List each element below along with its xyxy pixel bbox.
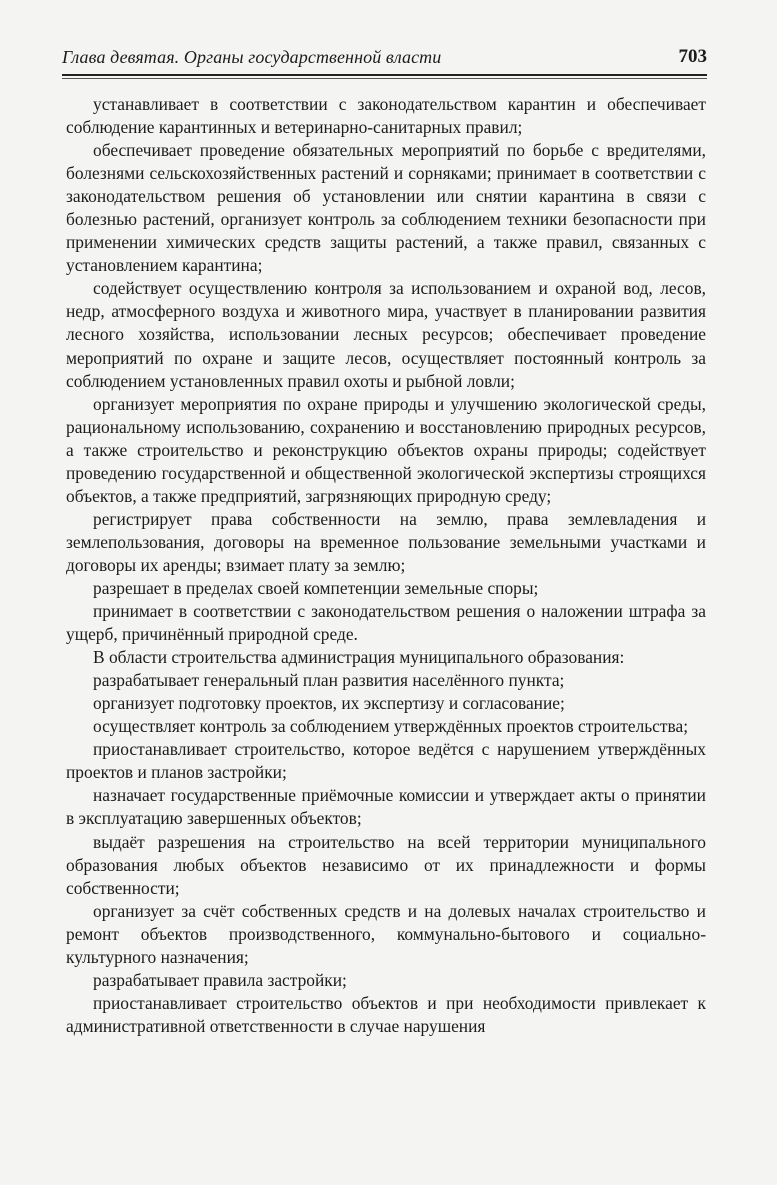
section-intro: В области строительства администрация муниципального образования: <box>93 647 625 668</box>
paragraph: принимает в соответствии с законодательством решения о наложении штрафа за ущерб, причинённый природной среде. <box>66 601 706 645</box>
paragraph: приостанавливает строительство, которое ведётся с нарушением утверждённых проектов и планов застройки; <box>66 739 706 783</box>
paragraph: осуществляет контроль за соблюдением утверждённых проектов строительства; <box>93 716 689 737</box>
running-header <box>62 40 707 80</box>
paragraph: обеспечивает проведение обязательных мероприятий по борьбе с вредителями, болезнями сельскохозяйственных растений и сорняками; принимает в соответствии с законодательством решения об установлении или снятии карантина в связи с болезнью растений, организует контроль за соблюдением техники безопасности при применении химических средств защиты растений, а также правил, связанных с установлением карантина; <box>66 140 706 276</box>
paragraph: организует подготовку проектов, их экспертизу и согласование; <box>93 693 565 714</box>
paragraph: содействует осуществлению контроля за использованием и охраной вод, лесов, недр, атмосферного воздуха и животного мира, участвует в планировании развития лесного хозяйства, использовании лесных ресурсов; обеспечивает проведение мероприятий по охране и защите лесов, осуществляет постоянный контроль за соблюдением установленных правил охоты и рыбной ловли; <box>66 278 706 391</box>
paragraph: организует за счёт собственных средств и на долевых началах строительство и ремонт объектов производственного, коммунально-бытового и социально-культурного назначения; <box>66 900 706 967</box>
chapter-title: Глава девятая. Органы государственной власти <box>62 47 442 67</box>
header-rule-thick <box>62 74 707 76</box>
paragraph: организует мероприятия по охране природы и улучшению экологической среды, рациональному использованию, сохранению и восстановлению природных ресурсов, а также строительство и реконструкцию объектов охраны природы; содействует проведению государственной и общественной экологической экспертизы строящихся объектов, а также предприятий, загрязняющих природную среду; <box>66 393 706 506</box>
paragraph: разрешает в пределах своей компетенции земельные споры; <box>93 577 539 598</box>
paragraph: устанавливает в соответствии с законодательством карантин и обеспечивает соблюдение карантинных и ветеринарно-санитарных правил; <box>66 94 706 138</box>
header-rule-thin <box>62 78 707 79</box>
paragraph: выдаёт разрешения на строительство на всей территории муниципального образования любых объектов независимо от их принадлежности и формы собственности; <box>66 831 706 898</box>
paragraph: приостанавливает строительство объектов и при необходимости привлекает к административной ответственности в случае нарушения <box>66 992 706 1036</box>
paragraph: назначает государственные приёмочные комиссии и утверждает акты о принятии в эксплуатацию завершенных объектов; <box>66 785 706 829</box>
page-number: 703 <box>678 46 707 67</box>
paragraph: разрабатывает правила застройки; <box>93 969 347 990</box>
paragraph: регистрирует права собственности на землю, права землевладения и землепользования, договоры на временное пользование земельными участками и договоры их аренды; взимает плату за землю; <box>66 508 706 575</box>
paragraph: разрабатывает генеральный план развития населённого пункта; <box>93 670 565 691</box>
body-text <box>66 93 706 1038</box>
